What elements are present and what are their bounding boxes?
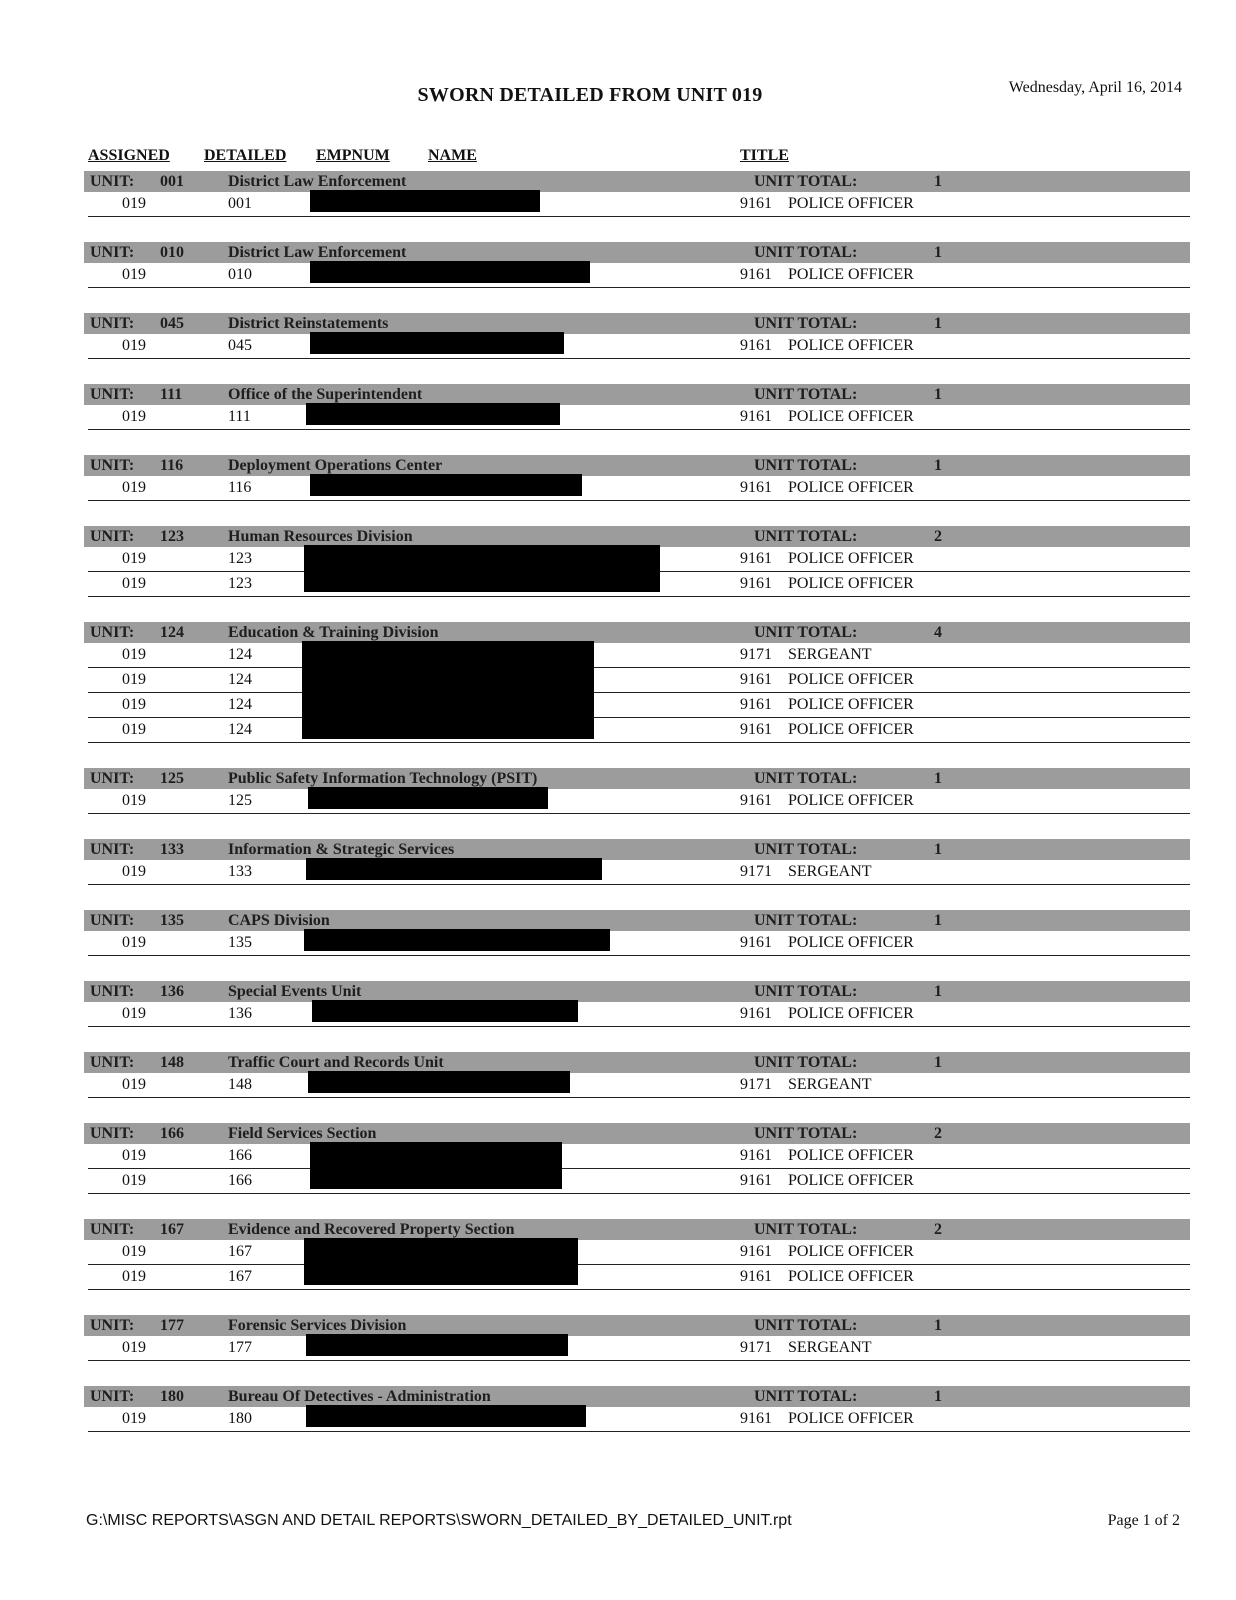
detailed-cell: 124 — [228, 646, 252, 663]
unit-total-value: 1 — [934, 386, 942, 403]
unit-number: 135 — [160, 912, 184, 929]
unit-header-band — [84, 981, 1190, 1002]
table-row — [88, 860, 1190, 885]
unit-total-value: 2 — [934, 1125, 942, 1142]
unit-group — [84, 910, 1190, 956]
unit-total-label: UNIT TOTAL: — [754, 173, 858, 190]
detailed-cell: 124 — [228, 671, 252, 688]
unit-label: UNIT: — [90, 624, 135, 641]
title-code-cell: 9161 — [740, 266, 772, 283]
unit-number: 001 — [160, 173, 184, 190]
unit-description: Field Services Section — [228, 1125, 377, 1142]
detailed-cell: 166 — [228, 1172, 252, 1189]
unit-total-value: 1 — [934, 770, 942, 787]
unit-group — [84, 1386, 1190, 1432]
unit-label: UNIT: — [90, 1054, 135, 1071]
title-cell: POLICE OFFICER — [788, 266, 914, 283]
unit-total-value: 1 — [934, 912, 942, 929]
unit-header-band — [84, 1315, 1190, 1336]
redaction-block — [308, 1071, 570, 1093]
unit-total-label: UNIT TOTAL: — [754, 624, 858, 641]
assigned-cell: 019 — [122, 1147, 146, 1164]
column-header-detailed: DETAILED — [204, 147, 287, 164]
title-cell: SERGEANT — [788, 1339, 872, 1356]
unit-total-label: UNIT TOTAL: — [754, 1125, 858, 1142]
unit-header-band — [84, 622, 1190, 643]
detailed-cell: 166 — [228, 1147, 252, 1164]
unit-number: 116 — [160, 457, 184, 474]
redaction-block — [308, 787, 548, 809]
table-row — [88, 263, 1190, 288]
assigned-cell: 019 — [122, 575, 146, 592]
detailed-cell: 133 — [228, 863, 252, 880]
assigned-cell: 019 — [122, 479, 146, 496]
assigned-cell: 019 — [122, 266, 146, 283]
title-code-cell: 9161 — [740, 1268, 772, 1285]
table-row — [88, 1169, 1190, 1194]
unit-group — [84, 242, 1190, 288]
assigned-cell: 019 — [122, 721, 146, 738]
assigned-cell: 019 — [122, 1268, 146, 1285]
title-code-cell: 9171 — [740, 1339, 772, 1356]
unit-total-value: 1 — [934, 1388, 942, 1405]
detailed-cell: 010 — [228, 266, 252, 283]
unit-group — [84, 171, 1190, 217]
detailed-cell: 116 — [228, 479, 252, 496]
table-row — [88, 931, 1190, 956]
title-cell: SERGEANT — [788, 1076, 872, 1093]
table-row — [88, 789, 1190, 814]
unit-description: Human Resources Division — [228, 528, 413, 545]
table-row — [88, 1407, 1190, 1432]
title-code-cell: 9161 — [740, 792, 772, 809]
title-code-cell: 9171 — [740, 863, 772, 880]
detailed-cell: 123 — [228, 550, 252, 567]
redaction-block — [310, 1142, 562, 1189]
detailed-cell: 123 — [228, 575, 252, 592]
unit-description: Office of the Superintendent — [228, 386, 423, 403]
redaction-block — [304, 929, 610, 951]
title-code-cell: 9171 — [740, 646, 772, 663]
column-header-assigned: ASSIGNED — [88, 147, 170, 164]
unit-label: UNIT: — [90, 244, 135, 261]
title-code-cell: 9161 — [740, 934, 772, 951]
title-cell: POLICE OFFICER — [788, 550, 914, 567]
detailed-cell: 111 — [228, 408, 251, 425]
assigned-cell: 019 — [122, 337, 146, 354]
unit-total-label: UNIT TOTAL: — [754, 1221, 858, 1238]
unit-label: UNIT: — [90, 1125, 135, 1142]
unit-number: 045 — [160, 315, 184, 332]
unit-total-label: UNIT TOTAL: — [754, 1317, 858, 1334]
unit-label: UNIT: — [90, 983, 135, 1000]
unit-total-value: 1 — [934, 244, 942, 261]
table-row — [88, 693, 1190, 718]
assigned-cell: 019 — [122, 863, 146, 880]
unit-label: UNIT: — [90, 1317, 135, 1334]
unit-description: District Law Enforcement — [228, 244, 407, 261]
unit-label: UNIT: — [90, 315, 135, 332]
title-code-cell: 9161 — [740, 1005, 772, 1022]
unit-group — [84, 1123, 1190, 1194]
unit-total-value: 1 — [934, 983, 942, 1000]
title-code-cell: 9161 — [740, 696, 772, 713]
assigned-cell: 019 — [122, 646, 146, 663]
unit-total-label: UNIT TOTAL: — [754, 983, 858, 1000]
table-row — [88, 1144, 1190, 1169]
unit-number: 010 — [160, 244, 184, 261]
unit-group — [84, 768, 1190, 814]
unit-header-band — [84, 313, 1190, 334]
unit-description: Evidence and Recovered Property Section — [228, 1221, 515, 1238]
unit-header-band — [84, 242, 1190, 263]
title-cell: POLICE OFFICER — [788, 721, 914, 738]
title-cell: POLICE OFFICER — [788, 1147, 914, 1164]
unit-list — [84, 171, 1190, 1457]
title-code-cell: 9161 — [740, 1172, 772, 1189]
unit-group — [84, 1315, 1190, 1361]
redaction-block — [306, 858, 602, 880]
title-code-cell: 9161 — [740, 337, 772, 354]
unit-total-label: UNIT TOTAL: — [754, 1054, 858, 1071]
unit-total-label: UNIT TOTAL: — [754, 315, 858, 332]
unit-description: Forensic Services Division — [228, 1317, 407, 1334]
unit-total-value: 1 — [934, 1317, 942, 1334]
assigned-cell: 019 — [122, 792, 146, 809]
assigned-cell: 019 — [122, 1076, 146, 1093]
unit-number: 123 — [160, 528, 184, 545]
unit-label: UNIT: — [90, 912, 135, 929]
table-row — [88, 476, 1190, 501]
assigned-cell: 019 — [122, 195, 146, 212]
table-row — [88, 1240, 1190, 1265]
unit-number: 125 — [160, 770, 184, 787]
title-cell: SERGEANT — [788, 646, 872, 663]
unit-label: UNIT: — [90, 841, 135, 858]
title-code-cell: 9161 — [740, 550, 772, 567]
title-code-cell: 9161 — [740, 1243, 772, 1260]
unit-header-band — [84, 768, 1190, 789]
title-code-cell: 9161 — [740, 479, 772, 496]
footer-file-path: G:\MISC REPORTS\ASGN AND DETAIL REPORTS\SWORN_DETAILED_BY_DETAILED_UNIT.rpt — [86, 1512, 792, 1529]
unit-total-label: UNIT TOTAL: — [754, 386, 858, 403]
redaction-block — [310, 332, 564, 354]
table-row — [88, 1073, 1190, 1098]
unit-label: UNIT: — [90, 457, 135, 474]
title-cell: POLICE OFFICER — [788, 479, 914, 496]
detailed-cell: 180 — [228, 1410, 252, 1427]
detailed-cell: 125 — [228, 792, 252, 809]
unit-group — [84, 455, 1190, 501]
redaction-block — [310, 474, 582, 496]
report-date: Wednesday, April 16, 2014 — [1008, 79, 1182, 96]
redaction-block — [310, 190, 540, 212]
detailed-cell: 001 — [228, 195, 252, 212]
unit-total-value: 1 — [934, 457, 942, 474]
column-header-name: NAME — [428, 147, 477, 164]
unit-header-band — [84, 526, 1190, 547]
unit-header-band — [84, 910, 1190, 931]
unit-number: 167 — [160, 1221, 184, 1238]
unit-group — [84, 1219, 1190, 1290]
title-code-cell: 9171 — [740, 1076, 772, 1093]
title-cell: SERGEANT — [788, 863, 872, 880]
unit-total-value: 1 — [934, 841, 942, 858]
title-code-cell: 9161 — [740, 1410, 772, 1427]
title-cell: POLICE OFFICER — [788, 792, 914, 809]
unit-description: District Reinstatements — [228, 315, 389, 332]
title-code-cell: 9161 — [740, 575, 772, 592]
table-row — [88, 668, 1190, 693]
unit-description: Information & Strategic Services — [228, 841, 455, 858]
unit-description: Traffic Court and Records Unit — [228, 1054, 444, 1071]
table-row — [88, 1336, 1190, 1361]
title-cell: POLICE OFFICER — [788, 1172, 914, 1189]
unit-description: District Law Enforcement — [228, 173, 407, 190]
title-cell: POLICE OFFICER — [788, 1005, 914, 1022]
unit-total-label: UNIT TOTAL: — [754, 770, 858, 787]
unit-total-value: 2 — [934, 1221, 942, 1238]
unit-group — [84, 384, 1190, 430]
title-cell: POLICE OFFICER — [788, 337, 914, 354]
title-cell: POLICE OFFICER — [788, 696, 914, 713]
redaction-block — [306, 1405, 586, 1427]
title-cell: POLICE OFFICER — [788, 195, 914, 212]
unit-number: 177 — [160, 1317, 184, 1334]
unit-number: 180 — [160, 1388, 184, 1405]
unit-label: UNIT: — [90, 1388, 135, 1405]
unit-label: UNIT: — [90, 528, 135, 545]
unit-total-label: UNIT TOTAL: — [754, 1388, 858, 1405]
column-header-empnum: EMPNUM — [316, 147, 390, 164]
title-code-cell: 9161 — [740, 1147, 772, 1164]
detailed-cell: 167 — [228, 1268, 252, 1285]
title-code-cell: 9161 — [740, 195, 772, 212]
unit-total-value: 1 — [934, 315, 942, 332]
unit-total-label: UNIT TOTAL: — [754, 457, 858, 474]
redaction-block — [312, 1000, 578, 1022]
unit-total-label: UNIT TOTAL: — [754, 912, 858, 929]
assigned-cell: 019 — [122, 1172, 146, 1189]
unit-number: 166 — [160, 1125, 184, 1142]
unit-group — [84, 313, 1190, 359]
unit-group — [84, 839, 1190, 885]
assigned-cell: 019 — [122, 1339, 146, 1356]
title-cell: POLICE OFFICER — [788, 1243, 914, 1260]
unit-header-band — [84, 839, 1190, 860]
unit-description: Special Events Unit — [228, 983, 362, 1000]
unit-label: UNIT: — [90, 386, 135, 403]
assigned-cell: 019 — [122, 671, 146, 688]
unit-number: 124 — [160, 624, 184, 641]
unit-total-value: 2 — [934, 528, 942, 545]
detailed-cell: 148 — [228, 1076, 252, 1093]
unit-number: 148 — [160, 1054, 184, 1071]
unit-label: UNIT: — [90, 1221, 135, 1238]
redaction-block — [304, 1238, 578, 1285]
detailed-cell: 124 — [228, 696, 252, 713]
table-row — [88, 643, 1190, 668]
detailed-cell: 135 — [228, 934, 252, 951]
unit-header-band — [84, 1386, 1190, 1407]
unit-group — [84, 1052, 1190, 1098]
unit-header-band — [84, 1219, 1190, 1240]
title-cell: POLICE OFFICER — [788, 575, 914, 592]
unit-header-band — [84, 384, 1190, 405]
unit-total-value: 1 — [934, 173, 942, 190]
unit-description: Education & Training Division — [228, 624, 439, 641]
assigned-cell: 019 — [122, 550, 146, 567]
redaction-block — [310, 261, 590, 283]
unit-group — [84, 526, 1190, 597]
detailed-cell: 045 — [228, 337, 252, 354]
unit-number: 111 — [160, 386, 183, 403]
detailed-cell: 167 — [228, 1243, 252, 1260]
unit-group — [84, 981, 1190, 1027]
redaction-block — [306, 403, 560, 425]
table-row — [88, 192, 1190, 217]
redaction-block — [306, 1334, 568, 1356]
column-header-title: TITLE — [740, 147, 789, 164]
title-cell: POLICE OFFICER — [788, 934, 914, 951]
footer-page-number: Page 1 of 2 — [1107, 1512, 1180, 1529]
unit-total-label: UNIT TOTAL: — [754, 841, 858, 858]
assigned-cell: 019 — [122, 1243, 146, 1260]
unit-number: 136 — [160, 983, 184, 1000]
detailed-cell: 136 — [228, 1005, 252, 1022]
unit-total-value: 1 — [934, 1054, 942, 1071]
unit-description: Deployment Operations Center — [228, 457, 443, 474]
assigned-cell: 019 — [122, 696, 146, 713]
unit-description: Public Safety Information Technology (PSIT) — [228, 770, 538, 787]
unit-description: CAPS Division — [228, 912, 330, 929]
unit-total-label: UNIT TOTAL: — [754, 244, 858, 261]
unit-header-band — [84, 171, 1190, 192]
unit-group — [84, 622, 1190, 743]
title-code-cell: 9161 — [740, 671, 772, 688]
assigned-cell: 019 — [122, 1005, 146, 1022]
assigned-cell: 019 — [122, 408, 146, 425]
detailed-cell: 177 — [228, 1339, 252, 1356]
title-cell: POLICE OFFICER — [788, 408, 914, 425]
assigned-cell: 019 — [122, 934, 146, 951]
unit-header-band — [84, 1123, 1190, 1144]
unit-header-band — [84, 1052, 1190, 1073]
unit-number: 133 — [160, 841, 184, 858]
redaction-block — [302, 641, 594, 739]
report-title: SWORN DETAILED FROM UNIT 019 — [417, 84, 763, 106]
title-cell: POLICE OFFICER — [788, 1268, 914, 1285]
table-row — [88, 1002, 1190, 1027]
unit-label: UNIT: — [90, 173, 135, 190]
title-cell: POLICE OFFICER — [788, 1410, 914, 1427]
title-cell: POLICE OFFICER — [788, 671, 914, 688]
table-row — [88, 1265, 1190, 1290]
assigned-cell: 019 — [122, 1410, 146, 1427]
detailed-cell: 124 — [228, 721, 252, 738]
unit-description: Bureau Of Detectives - Administration — [228, 1388, 491, 1405]
title-code-cell: 9161 — [740, 408, 772, 425]
table-row — [88, 405, 1190, 430]
unit-header-band — [84, 455, 1190, 476]
unit-label: UNIT: — [90, 770, 135, 787]
table-row — [88, 334, 1190, 359]
unit-total-label: UNIT TOTAL: — [754, 528, 858, 545]
unit-total-value: 4 — [934, 624, 942, 641]
redaction-block — [304, 545, 660, 592]
table-row — [88, 718, 1190, 743]
title-code-cell: 9161 — [740, 721, 772, 738]
